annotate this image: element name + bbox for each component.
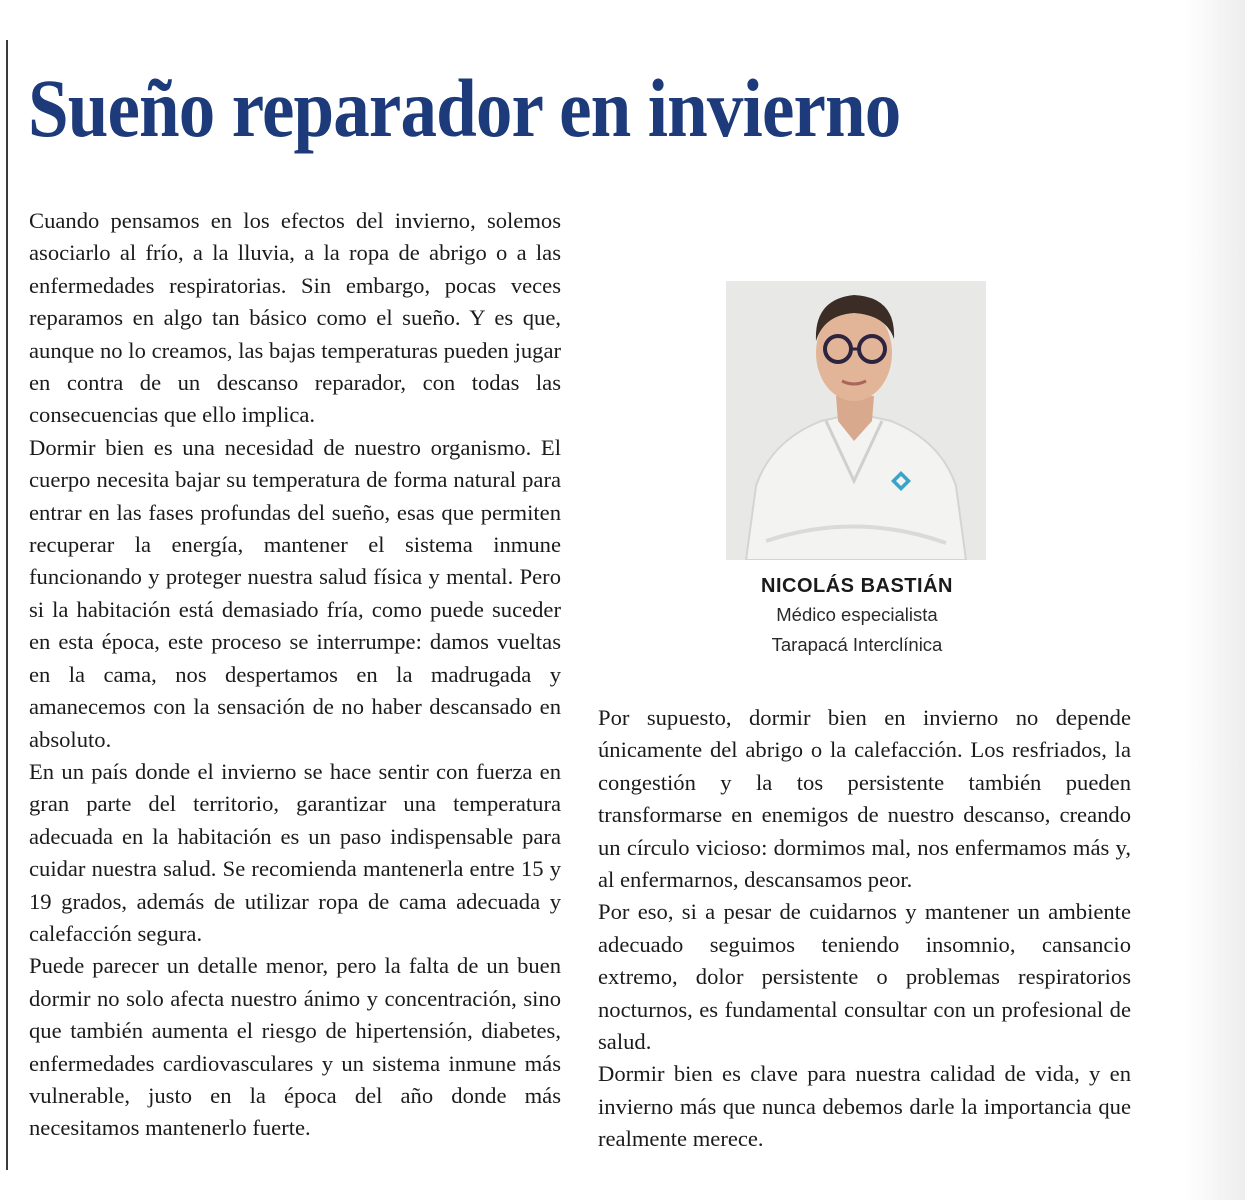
- author-photo: [726, 281, 986, 560]
- article-left-column: [29, 205, 561, 1145]
- paragraph: Puede parecer un detalle menor, pero la falta de un buen dormir no solo afecta nuestro ánimo y concentración, sino que también aumenta el riesgo de hipertensión, diabetes, enfermedades cardiovasculares y un sistema inmune más vulnerable, justo en la época del año donde más necesitamos mantenerlo fuerte.: [29, 953, 561, 1141]
- page-shadow: [1185, 0, 1245, 1200]
- author-role: Médico especialista: [776, 604, 938, 625]
- author-caption: [726, 572, 988, 660]
- article-right-column: [598, 702, 1131, 1156]
- paragraph: Dormir bien es una necesidad de nuestro organismo. El cuerpo necesita bajar su temperatura de forma natural para entrar en las fases profundas del sueño, esas que permiten recuperar la energía, mantener el sistema inmune funcionando y proteger nuestra salud física y mental. Pero si la habitación está demasiado fría, como puede suceder en esta época, este proceso se interrumpe: damos vueltas en la cama, nos despertamos en la madrugada y amanecemos con la sensación de no haber descansado en absoluto.: [29, 434, 561, 752]
- author-name: NICOLÁS BASTIÁN: [761, 575, 953, 597]
- paragraph: Dormir bien es clave para nuestra calidad de vida, y en invierno más que nunca debemos darle la importancia que realmente merece.: [598, 1061, 1131, 1152]
- article-headline: Sueño reparador en invierno: [28, 62, 901, 154]
- author-portrait-illustration: [726, 281, 986, 560]
- paragraph: En un país donde el invierno se hace sentir con fuerza en gran parte del territorio, garantizar una temperatura adecuada en la habitación es un paso indispensable para cuidar nuestra salud. Se recomienda mantenerla entre 15 y 19 grados, además de utilizar ropa de cama adecuada y calefacción segura.: [29, 758, 561, 946]
- column-rule: [6, 40, 8, 1170]
- paragraph: Cuando pensamos en los efectos del invierno, solemos asociarlo al frío, a la lluvia, a la ropa de abrigo o a las enfermedades respiratorias. Sin embargo, pocas veces reparamos en algo tan básico como el sueño. Y es que, aunque no lo creamos, las bajas temperaturas pueden jugar en contra de un descanso reparador, con todas las consecuencias que ello implica.: [29, 208, 561, 428]
- author-organization: Tarapacá Interclínica: [771, 634, 943, 655]
- paragraph: Por supuesto, dormir bien en invierno no depende únicamente del abrigo o la calefacción. Los resfriados, la congestión y la tos persistente también pueden transformarse en enemigos de nuestro descanso, creando un círculo vicioso: dormimos mal, nos enfermamos más y, al enfermarnos, descansamos peor.: [598, 705, 1131, 893]
- paragraph: Por eso, si a pesar de cuidarnos y mantener un ambiente adecuado seguimos teniendo insomnio, cansancio extremo, dolor persistente o problemas respiratorios nocturnos, es fundamental consultar con un profesional de salud.: [598, 899, 1131, 1055]
